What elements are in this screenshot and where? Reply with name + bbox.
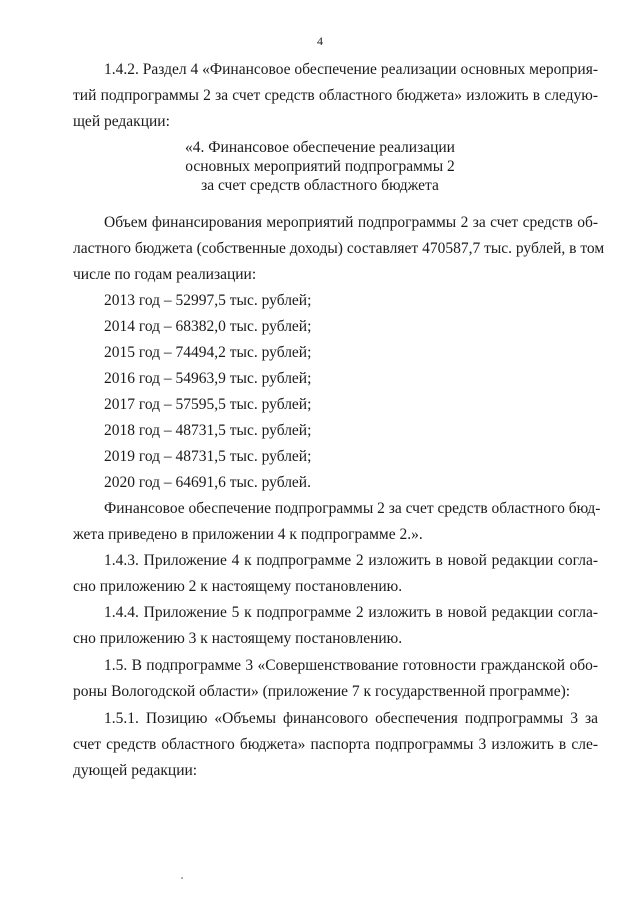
paragraph-1-4-2-line-1: 1.4.2. Раздел 4 «Финансовое обеспечение реализации основных мероприя- — [104, 61, 598, 78]
paragraph-1-5-line-2: роны Вологодской области» (приложение 7 к государственной программе): — [73, 683, 571, 700]
paragraph-1-4-3-line-1: 1.4.3. Приложение 4 к подпрограмме 2 изложить в новой редакции согла- — [104, 552, 598, 569]
year-item: 2015 год – 74494,2 тыс. рублей; — [104, 344, 312, 361]
paragraph-1-5-1-line-1: 1.5.1. Позицию «Объемы финансового обеспечения подпрограммы 3 за — [104, 710, 598, 727]
paragraph-1-5-line-1: 1.5. В подпрограмме 3 «Совершенствование готовности гражданской обо- — [104, 657, 598, 674]
paragraph-1-4-4-line-2: сно приложению 3 к настоящему постановлению. — [73, 630, 403, 647]
paragraph-1-5-1-line-2: счет средств областного бюджета» паспорта подпрограммы 3 изложить в сле- — [73, 736, 598, 753]
section-title-line-1: «4. Финансовое обеспечение реализации — [185, 139, 455, 156]
provision-paragraph-line-1: Финансовое обеспечение подпрограммы 2 за счет средств областного бюд- — [104, 500, 601, 517]
year-item: 2014 год – 68382,0 тыс. рублей; — [104, 318, 312, 335]
year-item: 2016 год – 54963,9 тыс. рублей; — [104, 370, 312, 387]
section-title-line-2: основных мероприятий подпрограммы 2 — [185, 158, 455, 175]
funding-paragraph-line-1: Объем финансирования мероприятий подпрограммы 2 за счет средств об- — [104, 214, 598, 231]
year-item: 2020 год – 64691,6 тыс. рублей. — [104, 474, 311, 491]
paragraph-1-4-2-line-2: тий подпрограммы 2 за счет средств областного бюджета» изложить в следую- — [73, 87, 598, 104]
scan-artifact — [181, 877, 183, 879]
paragraph-1-5-1-line-3: дующей редакции: — [73, 762, 198, 779]
year-item: 2019 год – 48731,5 тыс. рублей; — [104, 448, 312, 465]
year-item: 2018 год – 48731,5 тыс. рублей; — [104, 422, 312, 439]
year-item: 2013 год – 52997,5 тыс. рублей; — [104, 292, 312, 309]
paragraph-1-4-3-line-2: сно приложению 2 к настоящему постановлению. — [73, 578, 403, 595]
section-title-line-3: за счет средств областного бюджета — [201, 177, 439, 194]
funding-paragraph-line-3: числе по годам реализации: — [73, 266, 257, 283]
page-number: 4 — [317, 34, 323, 48]
funding-paragraph-line-2: ластного бюджета (собственные доходы) составляет 470587,7 тыс. рублей, в том — [73, 240, 605, 257]
paragraph-1-4-4-line-1: 1.4.4. Приложение 5 к подпрограмме 2 изложить в новой редакции согла- — [104, 604, 598, 621]
year-item: 2017 год – 57595,5 тыс. рублей; — [104, 396, 312, 413]
paragraph-1-4-2-line-3: щей редакции: — [73, 113, 170, 130]
provision-paragraph-line-2: жета приведено в приложении 4 к подпрограмме 2.». — [73, 526, 423, 543]
